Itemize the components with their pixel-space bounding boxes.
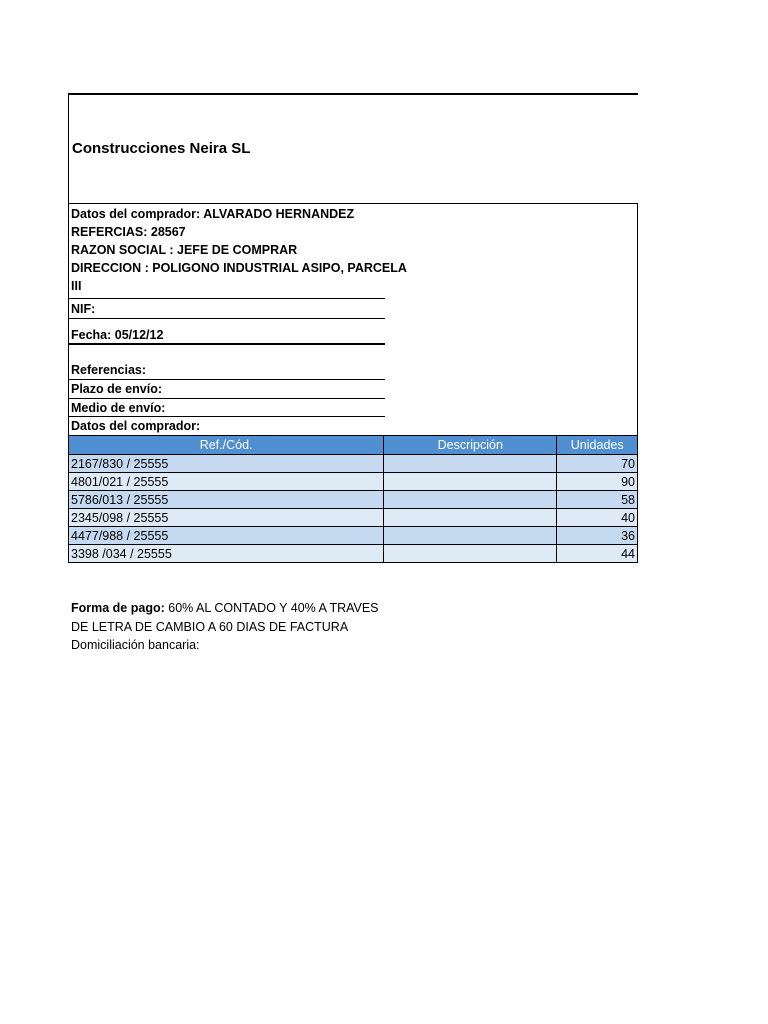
cell-description [384, 491, 557, 509]
nif-field: NIF: [71, 302, 96, 316]
table-row [69, 473, 638, 491]
references-field: Referencias: [71, 363, 147, 377]
table-row [69, 509, 638, 527]
cell-units: 40 [557, 509, 638, 527]
cell-description [384, 545, 557, 563]
cell-units: 44 [557, 545, 638, 563]
date-field: Fecha: 05/12/12 [71, 328, 164, 342]
table-row [69, 527, 638, 545]
cell-ref: 2345/098 / 25555 [69, 509, 384, 527]
cell-description [384, 455, 557, 473]
cell-units: 36 [557, 527, 638, 545]
divider [69, 318, 385, 319]
table-row [69, 491, 638, 509]
bank-domiciliation: Domiciliación bancaria: [71, 638, 200, 652]
cell-description [384, 509, 557, 527]
divider [69, 343, 385, 345]
table-row [69, 455, 638, 473]
cell-ref: 5786/013 / 25555 [69, 491, 384, 509]
cell-units: 90 [557, 473, 638, 491]
shipping-method-field: Medio de envío: [71, 401, 166, 415]
payment-section [71, 599, 391, 655]
divider [69, 298, 385, 299]
header-box [68, 93, 638, 205]
col-header-description: Descripción [384, 436, 557, 455]
cell-ref: 4477/988 / 25555 [69, 527, 384, 545]
items-table [68, 435, 638, 563]
buyer-references: REFERCIAS: 28567 [71, 225, 186, 239]
col-header-units: Unidades [557, 436, 638, 455]
cell-units: 70 [557, 455, 638, 473]
company-name: Construcciones Neira SL [72, 140, 251, 157]
payment-value: 60% AL CONTADO Y 40% A TRAVES DE LETRA DE CAMBIO A 60 DIAS DE FACTURA [71, 601, 379, 634]
cell-ref: 4801/021 / 25555 [69, 473, 384, 491]
cell-ref: 2167/830 / 25555 [69, 455, 384, 473]
table-row [69, 545, 638, 563]
buyer-data-field: Datos del comprador: [71, 419, 201, 433]
cell-description [384, 527, 557, 545]
buyer-name: Datos del comprador: ALVARADO HERNANDEZ [71, 207, 355, 221]
buyer-address: DIRECCION : POLIGONO INDUSTRIAL ASIPO, PARCELA [71, 261, 407, 275]
col-header-ref: Ref./Cód. [69, 436, 384, 455]
cell-ref: 3398 /034 / 25555 [69, 545, 384, 563]
payment-label: Forma de pago: [71, 601, 165, 615]
cell-description [384, 473, 557, 491]
buyer-address-cont: III [71, 279, 82, 293]
shipping-term-field: Plazo de envío: [71, 382, 162, 396]
payment-terms [71, 599, 391, 636]
buyer-company-role: RAZON SOCIAL : JEFE DE COMPRAR [71, 243, 298, 257]
buyer-details-box [68, 203, 638, 437]
cell-units: 58 [557, 491, 638, 509]
table-header-row [69, 436, 638, 455]
